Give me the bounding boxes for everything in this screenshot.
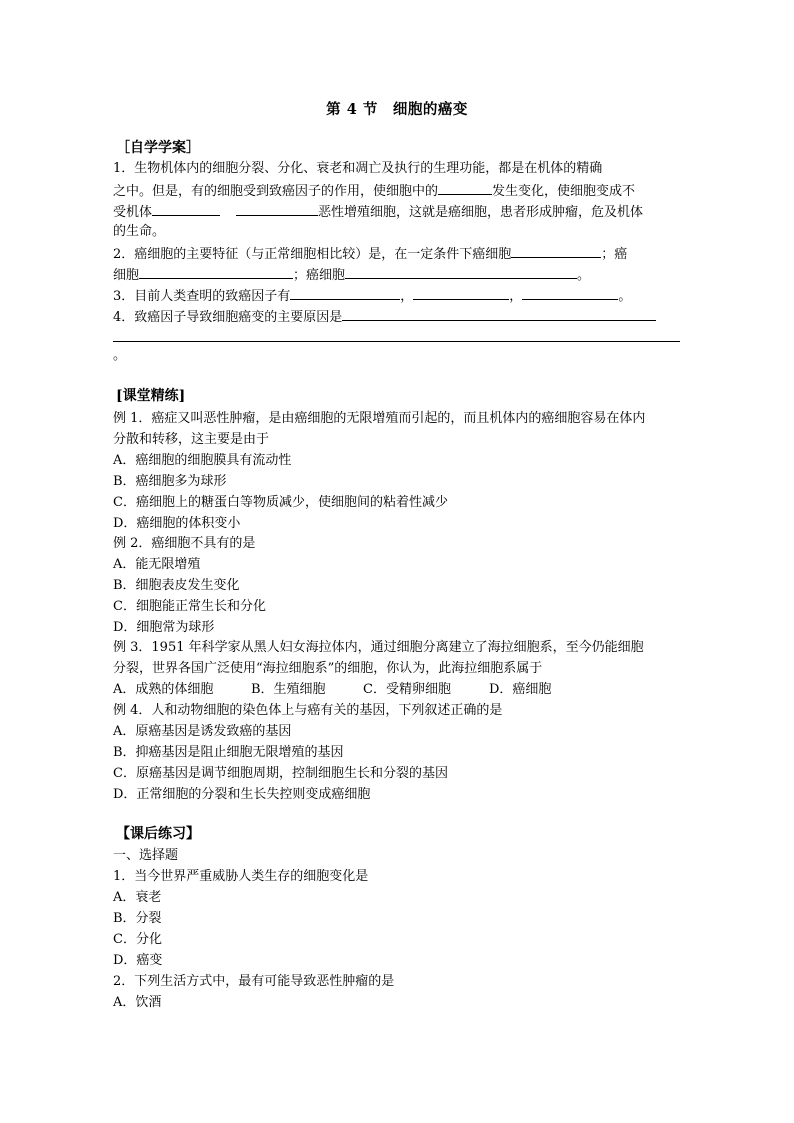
hw-q2-line: 2．下列生活方式中，最有可能导致恶性肿瘤的是 [113,974,395,989]
homework-subheading: 一、选择题 [113,848,179,863]
ex4-option-a: A．原癌基因是诱发致癌的基因 [113,724,292,739]
ex2-line: 例 2．癌细胞不具有的是 [113,536,256,551]
page-title: 第 4 节 细胞的癌变 [326,101,468,118]
s1-q1-line3-text: 受机体 [113,205,153,220]
s1-q3-text: 3．目前人类查明的致癌因子有 [113,289,291,304]
ex4-option-b: B．抑癌基因是阻止细胞无限增殖的基因 [113,745,344,760]
answer-blank[interactable] [522,286,618,300]
s1-q2-text: 2．癌细胞的主要特征（与正常细胞相比较）是，在一定条件下癌细胞 [113,247,512,262]
answer-blank[interactable] [511,244,601,258]
s1-q3-end: 。 [618,289,632,304]
ex3-option-d: D．癌细胞 [489,682,552,697]
answer-blank[interactable] [290,286,400,300]
ex2-option-b: B．细胞表皮发生变化 [113,578,240,593]
s1-q1-line2-text: 之中。但是，有的细胞受到致癌因子的作用，使细胞中的 [113,184,439,199]
s1-q1-line1: 1．生物机体内的细胞分裂、分化、衰老和凋亡及执行的生理功能，都是在机体的精确 [113,161,603,176]
answer-blank[interactable] [413,286,509,300]
answer-blank[interactable] [438,181,492,195]
ex1-option-c: C．癌细胞上的糖蛋白等物质减少，使细胞间的粘着性减少 [113,495,448,510]
ex4-option-d: D．正常细胞的分裂和生长失控则变成癌细胞 [113,787,371,802]
ex2-option-c: C．细胞能正常生长和分化 [113,599,266,614]
hw-q1-option-b: B．分裂 [113,911,162,926]
s1-q4-line1 [113,307,656,327]
hw-q2-option-a: A．饮酒 [113,995,162,1010]
answer-blank[interactable] [152,202,220,216]
s1-q2-tail: ；癌 [601,247,628,262]
s1-q4-line2 [113,328,680,348]
s1-q2-line1 [113,244,627,264]
ex2-option-a: A．能无限增殖 [113,557,201,572]
s1-q1-line3-tail: 恶性增殖细胞，这就是癌细胞，患者形成肿瘤，危及机体 [318,205,644,220]
s1-q2-line2-text: 细胞 [113,268,140,283]
ex4-line: 例 4．人和动物细胞的染色体上与癌有关的基因，下列叙述正确的是 [113,703,503,718]
ex4-option-c: C．原癌基因是调节细胞周期，控制细胞生长和分裂的基因 [113,766,448,781]
ex3-option-c: C．受精卵细胞 [363,682,451,697]
s1-q3-sep: ， [400,289,414,304]
s1-q1-line2-tail: 发生变化，使细胞变成不 [492,184,636,199]
answer-blank[interactable] [342,307,656,321]
s1-q4-text: 4．致癌因子导致细胞癌变的主要原因是 [113,310,343,325]
hw-q1-option-c: C．分化 [113,932,162,947]
s1-q2-line2-end: 。 [577,268,591,283]
ex2-option-d: D．细胞常为球形 [113,620,215,635]
s1-q1-line2 [113,181,635,201]
hw-q1-option-a: A．衰老 [113,890,162,905]
s1-q1-line4: 的生命。 [113,224,166,239]
homework-heading: 【课后练习】 [116,826,200,842]
ex1-option-d: D．癌细胞的体积变小 [113,516,241,531]
s1-q3-line [113,286,631,306]
answer-blank[interactable] [139,265,293,279]
answer-blank[interactable] [113,328,680,342]
ex3-options [113,681,551,699]
ex1-line1: 例 1．癌症又叫恶性肿瘤，是由癌细胞的无限增殖而引起的，而且机体内的癌细胞容易在体内 [113,411,646,426]
ex3-line1: 例 3．1951 年科学家从黑人妇女海拉体内，通过细胞分离建立了海拉细胞系，至今仍能细胞 [113,640,644,655]
s1-q2-line2-mid: ；癌细胞 [293,268,346,283]
hw-q1-option-d: D．癌变 [113,953,163,968]
ex1-option-b: B．癌细胞多为球形 [113,474,227,489]
answer-blank[interactable] [345,265,577,279]
ex3-option-a: A．成熟的体细胞 [113,682,214,697]
class-practice-heading: [课堂精练] [116,388,186,404]
s1-q4-end: 。 [113,348,127,363]
ex1-option-a: A．癌细胞的细胞膜具有流动性 [113,453,292,468]
answer-blank[interactable] [236,202,318,216]
s1-q1-line3 [113,202,643,222]
ex3-line2: 分裂，世界各国广泛使用“海拉细胞系”的细胞，你认为，此海拉细胞系属于 [113,661,543,676]
hw-q1-line: 1．当今世界严重威胁人类生存的细胞变化是 [113,869,369,884]
self-study-heading: ［自学学案］ [116,140,200,156]
ex1-line2: 分散和转移，这主要是由于 [113,432,270,447]
ex3-option-b: B．生殖细胞 [251,682,326,697]
s1-q3-sep: ， [509,289,523,304]
s1-q2-line2 [113,265,590,285]
